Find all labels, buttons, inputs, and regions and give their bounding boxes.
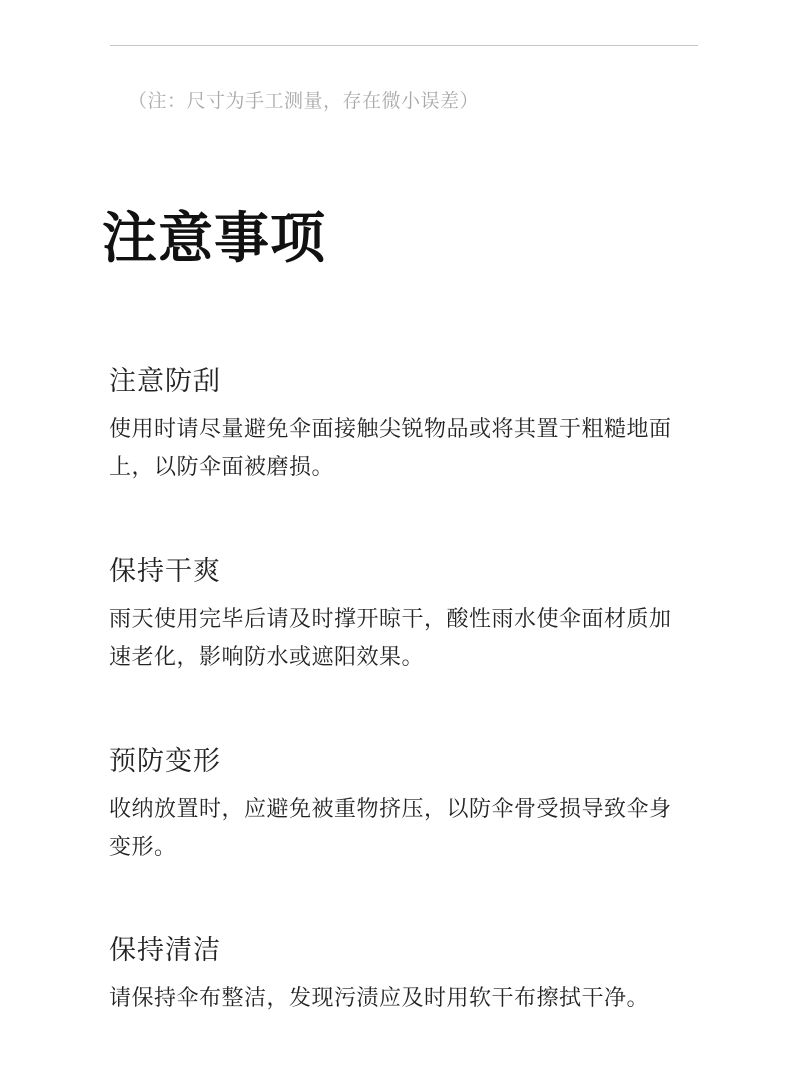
section-body: 收纳放置时，应避免被重物挤压，以防伞骨受损导致伞身变形。: [109, 797, 672, 861]
care-section-scratch: [109, 364, 689, 487]
section-title: 预防变形: [109, 746, 221, 777]
top-divider: [110, 45, 698, 46]
section-body: 使用时请尽量避免伞面接触尖锐物品或将其置于粗糙地面上，以防伞面被磨损。: [109, 417, 672, 481]
care-section-clean: [109, 933, 689, 1018]
care-section-dry: [109, 554, 689, 677]
page-title: 注意事项: [102, 206, 327, 270]
section-body: 雨天使用完毕后请及时撑开晾干，酸性雨水使伞面材质加速老化，影响防水或遮阳效果。: [109, 607, 672, 671]
measurement-note: （注：尺寸为手工测量，存在微小误差）: [128, 90, 480, 112]
section-body: 请保持伞布整洁，发现污渍应及时用软干布擦拭干净。: [109, 986, 650, 1012]
care-section-deform: [109, 744, 689, 867]
section-title: 保持干爽: [109, 556, 221, 587]
section-title: 保持清洁: [109, 935, 221, 966]
section-title: 注意防刮: [109, 366, 221, 397]
